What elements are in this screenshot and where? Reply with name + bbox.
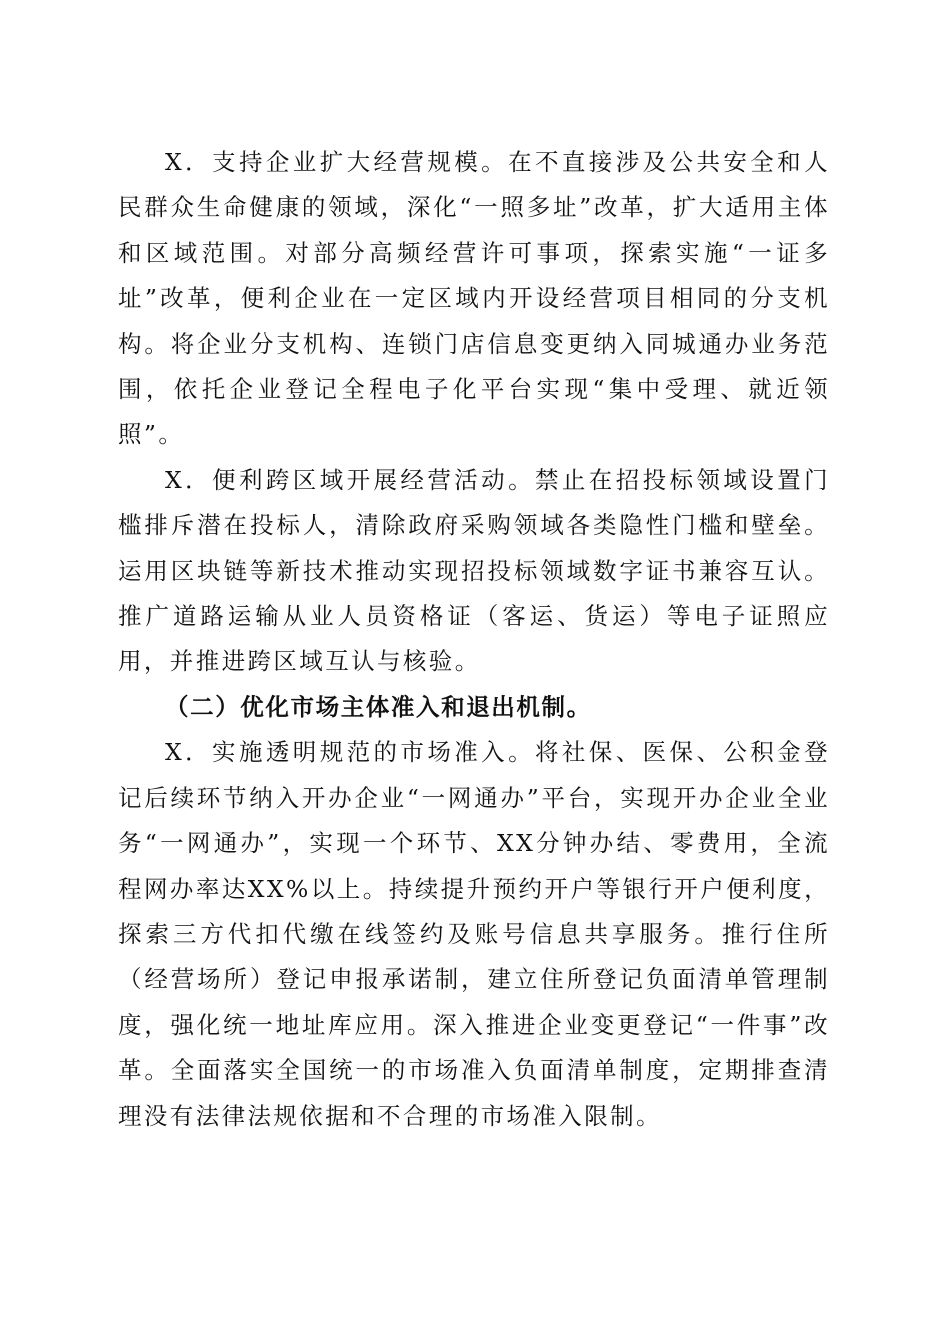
- section-heading: （二）优化市场主体准入和退出机制。: [165, 692, 592, 721]
- paragraph-market-access: X．实施透明规范的市场准入。将社保、医保、公积金登记后续环节纳入开办企业“一网通办”平台，实现开办企业全业务“一网通办”，实现一个环节、XX分钟办结、零费用，全流程网办率达XX%以上。持续提升预约开户等银行开户便利度，探索三方代扣代缴在线签约及账号信息共享服务。推行住所（经营场所）登记申报承诺制，建立住所登记负面清单管理制度，强化统一地址库应用。深入推进企业变更登记“一件事”改革。全面落实全国统一的市场准入负面清单制度，定期排查清理没有法律法规依据和不合理的市场准入限制。: [118, 738, 830, 1130]
- paragraph-business-scale: X．支持企业扩大经营规模。在不直接涉及公共安全和人民群众生命健康的领域，深化“一照多址”改革，扩大适用主体和区域范围。对部分高频经营许可事项，探索实施“一证多址”改革，便利企业在一定区域内开设经营项目相同的分支机构。将企业分支机构、连锁门店信息变更纳入同城通办业务范围，依托企业登记全程电子化平台实现“集中受理、就近领照”。: [118, 148, 830, 449]
- document-body: [118, 140, 830, 1139]
- paragraph-cross-region-operation: X．便利跨区域开展经营活动。禁止在招投标领域设置门槛排斥潜在投标人，清除政府采购领域各类隐性门槛和壁垒。运用区块链等新技术推动实现招投标领域数字证书兼容互认。推广道路运输从业人员资格证（客运、货运）等电子证照应用，并推进跨区域互认与核验。: [118, 465, 830, 676]
